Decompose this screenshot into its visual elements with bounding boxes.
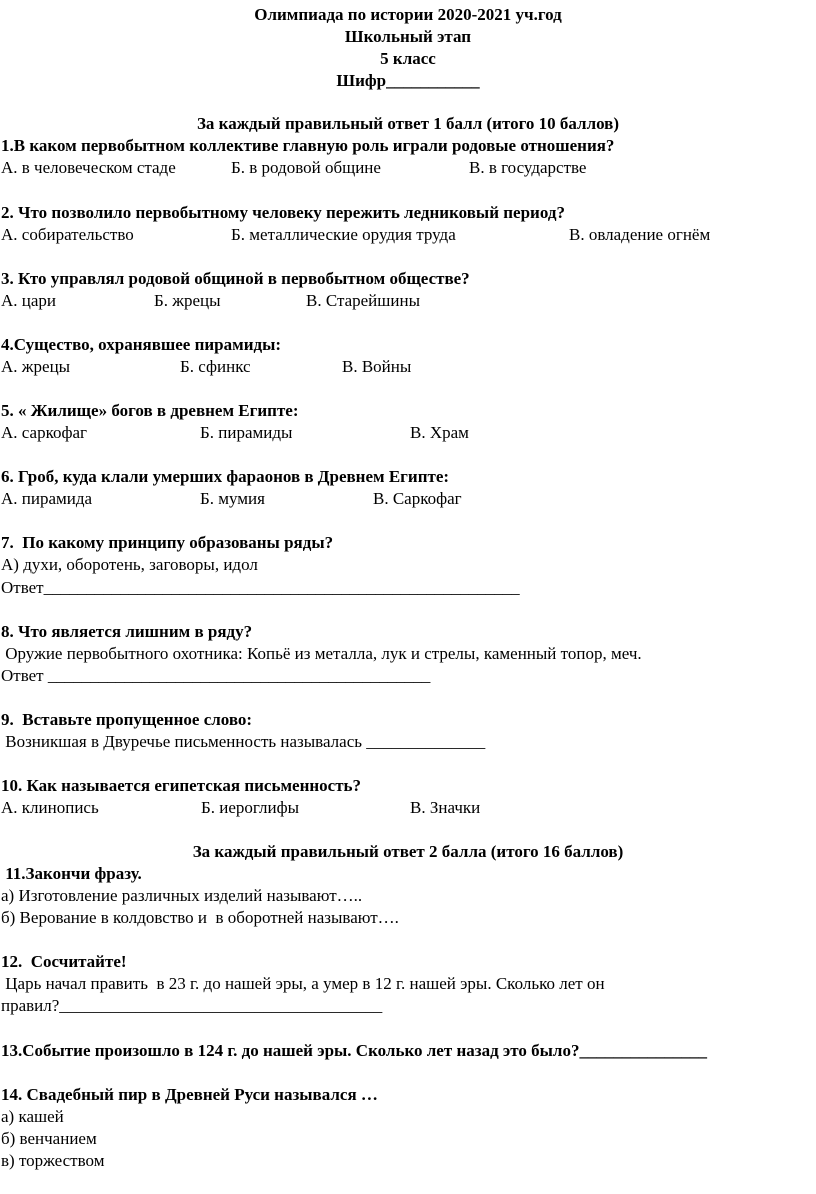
q6-option-a: А. пирамида xyxy=(1,489,93,508)
q5-option-b: Б. пирамиды xyxy=(200,423,293,442)
q6-option-c: В. Саркофаг xyxy=(373,489,462,508)
cipher-field: Шифр___________ xyxy=(336,71,480,90)
q10-option-c: В. Значки xyxy=(410,798,481,817)
doc-title: Олимпиада по истории 2020-2021 уч.год xyxy=(254,5,562,24)
q8-answer-field[interactable]: Ответ _____________________________________________ xyxy=(1,666,431,685)
grade-label: 5 класс xyxy=(380,49,436,68)
section-1-heading: За каждый правильный ответ 1 балл (итого 10 баллов) xyxy=(196,114,620,133)
q14-option-c: в) торжеством xyxy=(1,1151,105,1170)
q2-option-c: В. овладение огнём xyxy=(569,225,711,244)
q14-option-b: б) венчанием xyxy=(1,1129,97,1148)
q3-option-a: А. цари xyxy=(1,291,57,310)
question-5: 5. « Жилище» богов в древнем Египте: xyxy=(1,401,299,420)
q5-option-a: А. саркофаг xyxy=(1,423,88,442)
question-14: 14. Свадебный пир в Древней Руси назывался … xyxy=(1,1085,378,1104)
q10-option-a: А. клинопись xyxy=(1,798,99,817)
q11-line-a: а) Изготовление различных изделий называют….. xyxy=(1,886,363,905)
stage-label: Школьный этап xyxy=(344,27,472,46)
q4-option-b: Б. сфинкс xyxy=(180,357,251,376)
q4-option-c: В. Войны xyxy=(342,357,412,376)
q7-series: А) духи, оборотень, заговоры, идол xyxy=(1,555,258,574)
question-9: 9. Вставьте пропущенное слово: xyxy=(1,710,253,729)
section-2-heading: За каждый правильный ответ 2 балла (итого 16 баллов) xyxy=(192,842,624,861)
question-3: 3. Кто управлял родовой общиной в первобытном обществе? xyxy=(1,269,470,288)
question-13: 13.Событие произошло в 124 г. до нашей эры. Сколько лет назад это было?_______________ xyxy=(1,1041,707,1060)
question-11: 11.Закончи фразу. xyxy=(1,864,142,883)
q11-line-b: б) Верование в колдовство и в оборотней называют…. xyxy=(1,908,399,927)
q9-sentence: Возникшая в Двуречье письменность называлась ______________ xyxy=(1,732,486,751)
question-10: 10. Как называется египетская письменность? xyxy=(1,776,362,795)
q14-option-a: а) кашей xyxy=(1,1107,64,1126)
q8-series: Оружие первобытного охотника: Копьё из металла, лук и стрелы, каменный топор, меч. xyxy=(1,644,642,663)
question-6: 6. Гроб, куда клали умерших фараонов в Древнем Египте: xyxy=(1,467,450,486)
q4-option-a: А. жрецы xyxy=(1,357,71,376)
question-4: 4.Существо, охранявшее пирамиды: xyxy=(1,335,282,354)
q1-option-b: Б. в родовой общине xyxy=(231,158,381,177)
q3-option-b: Б. жрецы xyxy=(154,291,221,310)
q6-option-b: Б. мумия xyxy=(200,489,265,508)
q5-option-c: В. Храм xyxy=(410,423,469,442)
q3-option-c: В. Старейшины xyxy=(306,291,420,310)
question-2: 2. Что позволило первобытному человеку пережить ледниковый период? xyxy=(1,203,565,222)
q2-option-a: А. собирательство xyxy=(1,225,134,244)
q7-answer-field[interactable]: Ответ________________________________________________________ xyxy=(1,578,520,597)
question-1: 1.В каком первобытном коллективе главную роль играли родовые отношения? xyxy=(1,136,615,155)
q12-text: Царь начал править в 23 г. до нашей эры, а умер в 12 г. нашей эры. Сколько лет он xyxy=(1,974,605,993)
q12-answer-field[interactable]: правил?______________________________________ xyxy=(1,996,383,1015)
q1-option-c: В. в государстве xyxy=(469,158,587,177)
question-8: 8. Что является лишним в ряду? xyxy=(1,622,253,641)
question-12: 12. Сосчитайте! xyxy=(1,952,127,971)
q2-option-b: Б. металлические орудия труда xyxy=(231,225,456,244)
question-7: 7. По какому принципу образованы ряды? xyxy=(1,533,334,552)
q10-option-b: Б. иероглифы xyxy=(201,798,300,817)
q1-option-a: А. в человеческом стаде xyxy=(1,158,176,177)
